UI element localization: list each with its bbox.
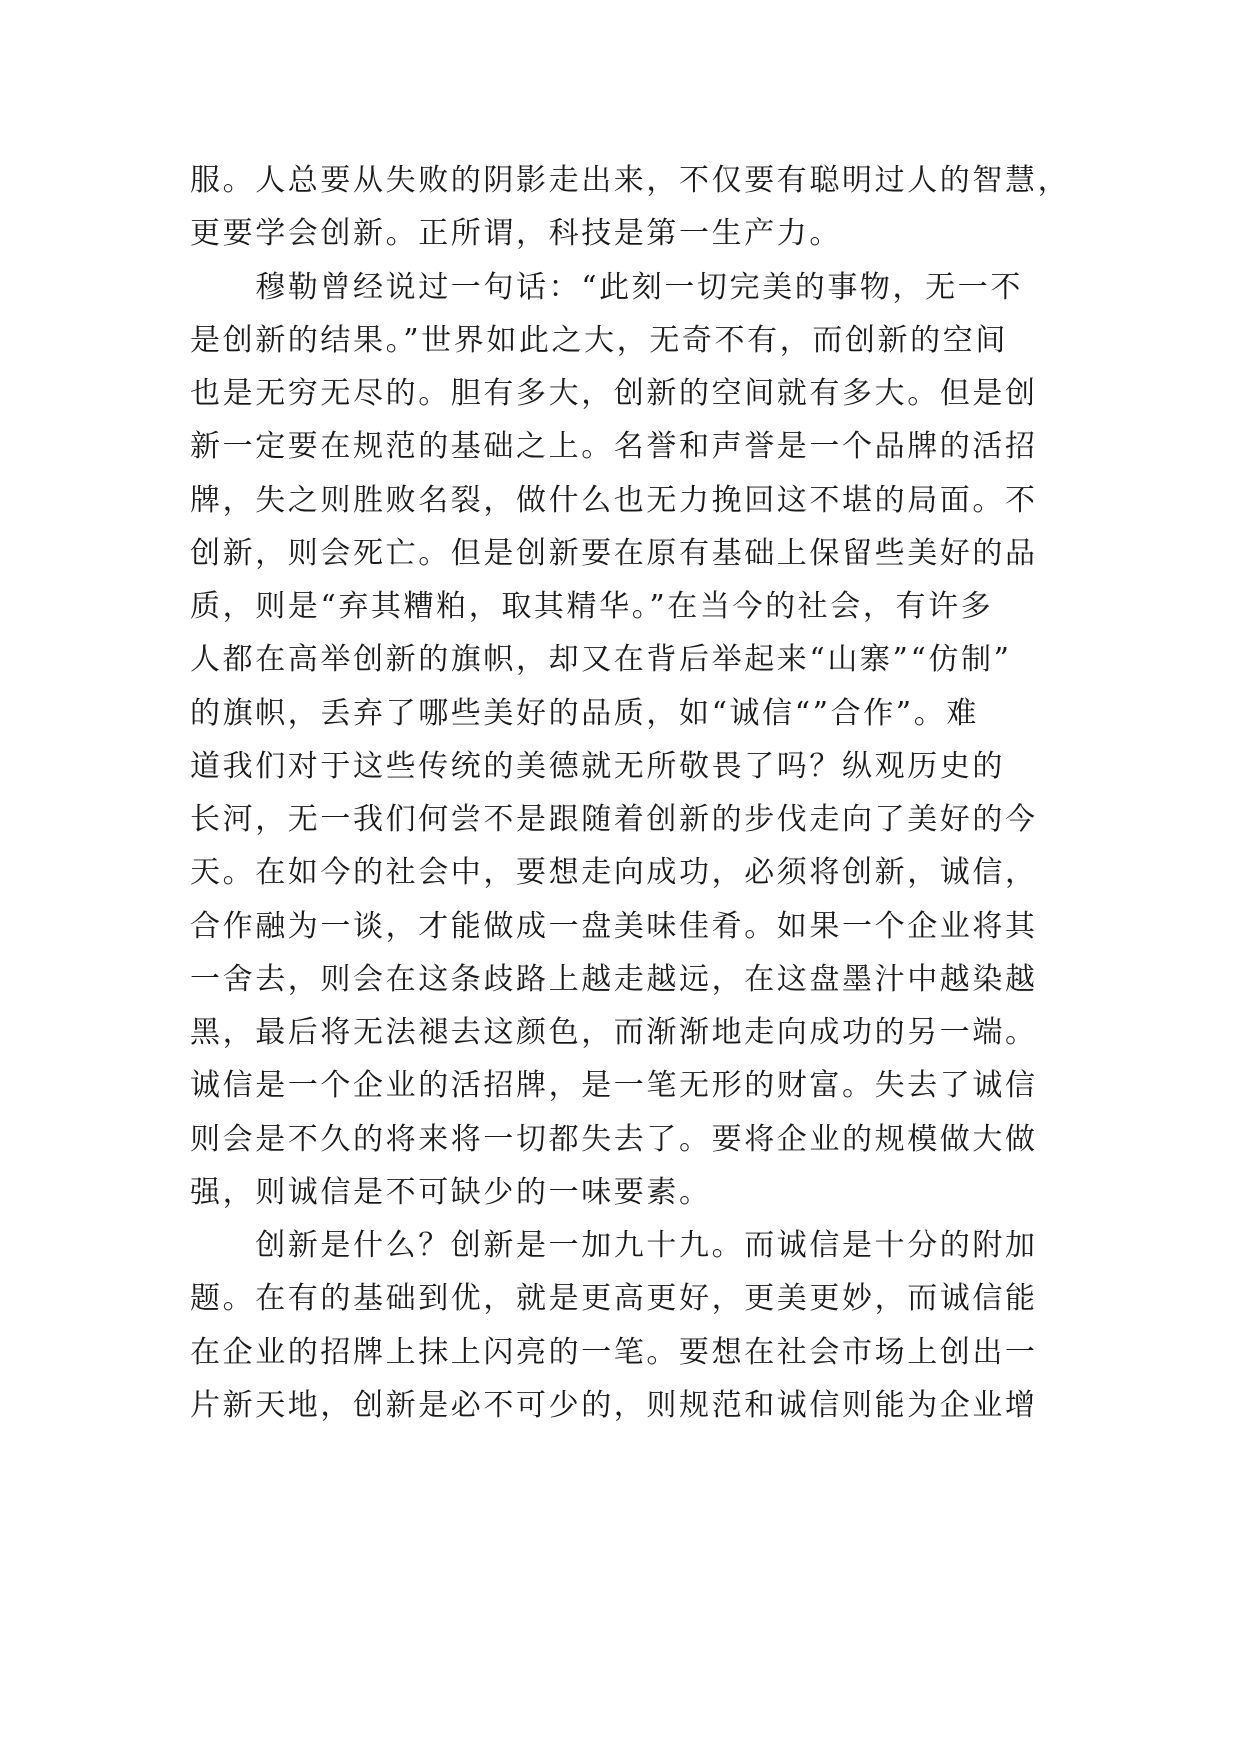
text-line: 质，则是“弃其糟粕，取其精华。”在当今的社会，有许多 — [190, 589, 994, 624]
text-line: 在企业的招牌上抹上闪亮的一笔。要想在社会市场上创出一 — [190, 1334, 1038, 1370]
text-line: 黑，最后将无法褪去这颜色，而渐渐地走向成功的另一端。 — [190, 1015, 1038, 1050]
text-line: 长河，无一我们何尝不是跟随着创新的步伐走向了美好的今 — [190, 802, 1038, 837]
text-line: 创新是什么？创新是一加九十九。而诚信是十分的附加 — [190, 1228, 1038, 1263]
text-line: 片新天地，创新是必不可少的，则规范和诚信则能为企业增 — [190, 1387, 1038, 1423]
text-line: 更要学会创新。正所谓，科技是第一生产力。 — [190, 216, 842, 252]
text-line: 强，则诚信是不可缺少的一味要素。 — [190, 1174, 712, 1210]
text-line: 题。在有的基础到优，就是更高更好，更美更妙，而诚信能 — [190, 1281, 1038, 1317]
text-line: 服。人总要从失败的阴影走出来，不仅要有聪明过人的智慧， — [190, 163, 1071, 198]
text-line: 道我们对于这些传统的美德就无所敬畏了吗？纵观历史的 — [190, 748, 1005, 784]
text-line: 则会是不久的将来将一切都失去了。要将企业的规模做大做 — [190, 1121, 1038, 1157]
text-line: 合作融为一谈，才能做成一盘美味佳肴。如果一个企业将其 — [190, 908, 1038, 944]
text-line: 的旗帜，丢弃了哪些美好的品质，如“诚信“”合作”。难 — [190, 695, 979, 731]
text-line: 牌，失之则胜败名裂，做什么也无力挽回这不堪的局面。不 — [190, 482, 1038, 518]
text-line: 创新，则会死亡。但是创新要在原有基础上保留些美好的品 — [190, 535, 1038, 571]
text-line: 也是无穷无尽的。胆有多大，创新的空间就有多大。但是创 — [190, 376, 1038, 411]
text-line: 诚信是一个企业的活招牌，是一笔无形的财富。失去了诚信 — [190, 1068, 1038, 1104]
text-line: 是创新的结果。”世界如此之大，无奇不有，而创新的空间 — [190, 322, 1008, 358]
essay-body — [190, 154, 1070, 1432]
text-line: 人都在高举创新的旗帜，却又在背后举起来“山寨”“仿制” — [190, 642, 1012, 678]
text-line: 新一定要在规范的基础之上。名誉和声誉是一个品牌的活招 — [190, 429, 1038, 465]
text-line: 一舍去，则会在这条歧路上越走越远，在这盘墨汁中越染越 — [190, 961, 1038, 997]
text-line: 穆勒曾经说过一句话：“此刻一切完美的事物，无一不 — [190, 269, 1023, 305]
text-line: 天。在如今的社会中，要想走向成功，必须将创新，诚信， — [190, 855, 1038, 891]
